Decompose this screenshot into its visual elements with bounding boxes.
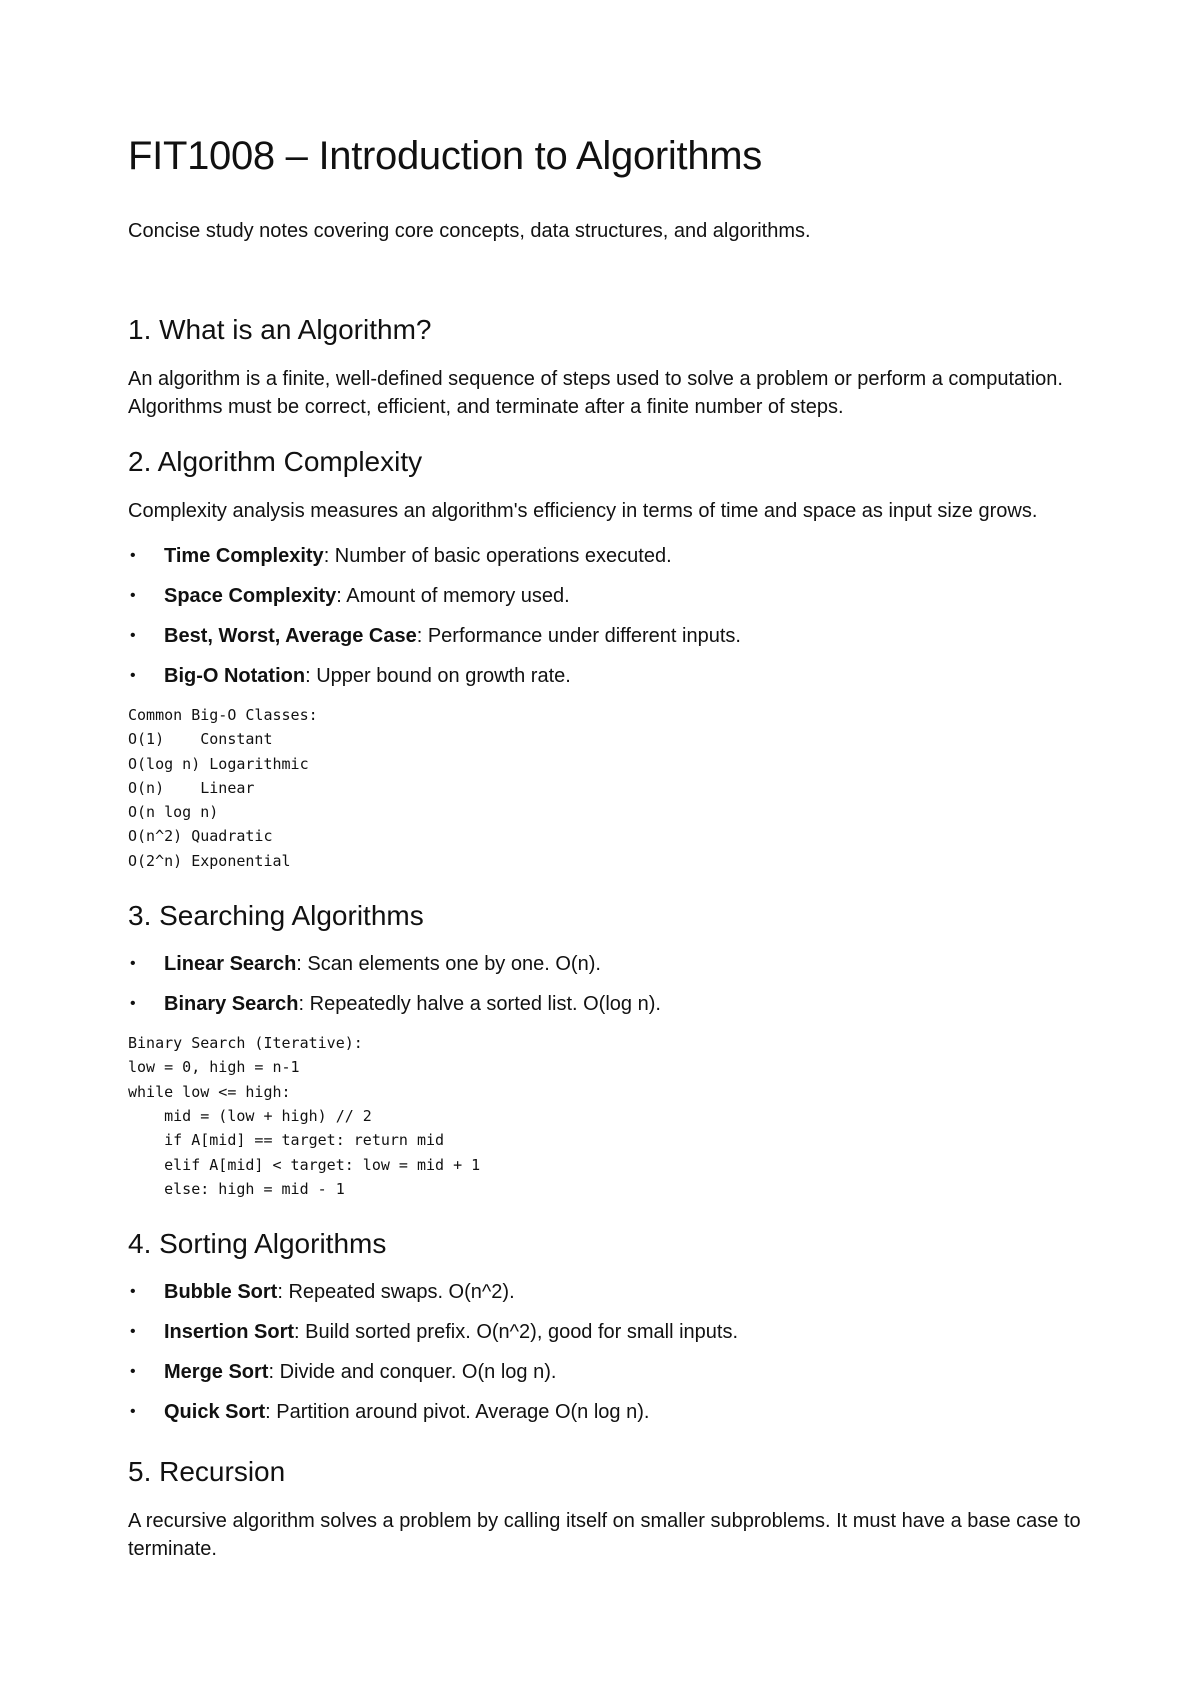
- section-searching-algorithms: [128, 899, 1100, 1201]
- section-heading: 5. Recursion: [128, 1456, 286, 1488]
- list-item: [128, 1279, 1100, 1305]
- list-item-term: Linear Search: [164, 953, 297, 976]
- section-body: A recursive algorithm solves a problem by calling itself on smaller subproblems. It must have a base case to terminate.: [128, 1510, 1081, 1561]
- list-item-term: Space Complexity: [164, 585, 337, 607]
- list-item-text: : Number of basic operations executed.: [323, 545, 672, 567]
- section-algorithm-complexity: [128, 445, 1100, 873]
- list-item-term: Binary Search: [164, 993, 299, 1016]
- list-item-text: : Performance under different inputs.: [416, 625, 741, 647]
- section-body: Complexity analysis measures an algorithm's efficiency in terms of time and space as input size grows.: [128, 500, 1038, 522]
- list-item: [128, 1319, 1100, 1345]
- list-item-text: : Partition around pivot. Average O(n log n).: [265, 1401, 650, 1424]
- list-item-term: Time Complexity: [164, 545, 324, 567]
- list-item: [128, 1359, 1100, 1385]
- list-item-text: : Repeatedly halve a sorted list. O(log n).: [298, 993, 661, 1016]
- code-block-big-o: Common Big-O Classes: O(1) Constant O(log n) Logarithmic O(n) Linear O(n log n) O(n^2) Quadratic O(2^n) Exponential: [128, 706, 318, 870]
- list-item: [128, 543, 1100, 569]
- code-block-binary-search: Binary Search (Iterative): low = 0, high = n-1 while low <= high: mid = (low + high) // 2 if A[mid] == target: return mid elif A[mid] < target: low = mid + 1 else: high = mid - 1: [128, 1034, 481, 1198]
- section-body: An algorithm is a finite, well-defined sequence of steps used to solve a problem or perform a computation. Algorithms must be correct, efficient, and terminate after a finite number of steps.: [128, 368, 1063, 418]
- list-item: [128, 1399, 1100, 1425]
- bullet-icon: •: [130, 995, 136, 1013]
- list-item-text: : Build sorted prefix. O(n^2), good for small inputs.: [294, 1321, 739, 1344]
- section-heading: 3. Searching Algorithms: [128, 900, 424, 932]
- list-item: [128, 663, 1100, 689]
- bullet-list: [128, 543, 1100, 689]
- list-item-text: : Repeated swaps. O(n^2).: [277, 1281, 515, 1304]
- list-item-term: Insertion Sort: [164, 1321, 295, 1344]
- bullet-icon: •: [130, 547, 136, 564]
- bullet-list: [128, 1279, 1100, 1425]
- bullet-icon: •: [130, 1323, 136, 1341]
- section-sorting-algorithms: [128, 1227, 1100, 1425]
- bullet-icon: •: [130, 1403, 136, 1421]
- section-heading: 4. Sorting Algorithms: [128, 1228, 387, 1260]
- document-title: FIT1008 – Introduction to Algorithms: [128, 134, 762, 178]
- list-item: [128, 623, 1100, 649]
- list-item-term: Big-O Notation: [164, 665, 306, 687]
- bullet-icon: •: [130, 667, 136, 684]
- bullet-list: [128, 951, 1100, 1017]
- bullet-icon: •: [130, 1283, 136, 1301]
- section-what-is-algorithm: [128, 313, 1100, 421]
- list-item-term: Quick Sort: [164, 1401, 266, 1424]
- bullet-icon: •: [130, 955, 136, 973]
- section-heading: 2. Algorithm Complexity: [128, 446, 423, 477]
- bullet-icon: •: [130, 587, 136, 604]
- section-recursion: [128, 1455, 1100, 1563]
- list-item-text: : Upper bound on growth rate.: [305, 665, 571, 687]
- list-item-text: : Scan elements one by one. O(n).: [296, 953, 601, 976]
- list-item-term: Merge Sort: [164, 1361, 269, 1384]
- section-heading: 1. What is an Algorithm?: [128, 314, 432, 345]
- list-item-term: Bubble Sort: [164, 1281, 278, 1304]
- list-item-text: : Amount of memory used.: [336, 585, 570, 607]
- list-item-term: Best, Worst, Average Case: [164, 625, 417, 647]
- bullet-icon: •: [130, 1363, 136, 1381]
- list-item: [128, 951, 1100, 977]
- list-item: [128, 583, 1100, 609]
- list-item-text: : Divide and conquer. O(n log n).: [268, 1361, 557, 1384]
- bullet-icon: •: [130, 627, 136, 644]
- list-item: [128, 991, 1100, 1017]
- document-subtitle: Concise study notes covering core concepts, data structures, and algorithms.: [128, 220, 811, 242]
